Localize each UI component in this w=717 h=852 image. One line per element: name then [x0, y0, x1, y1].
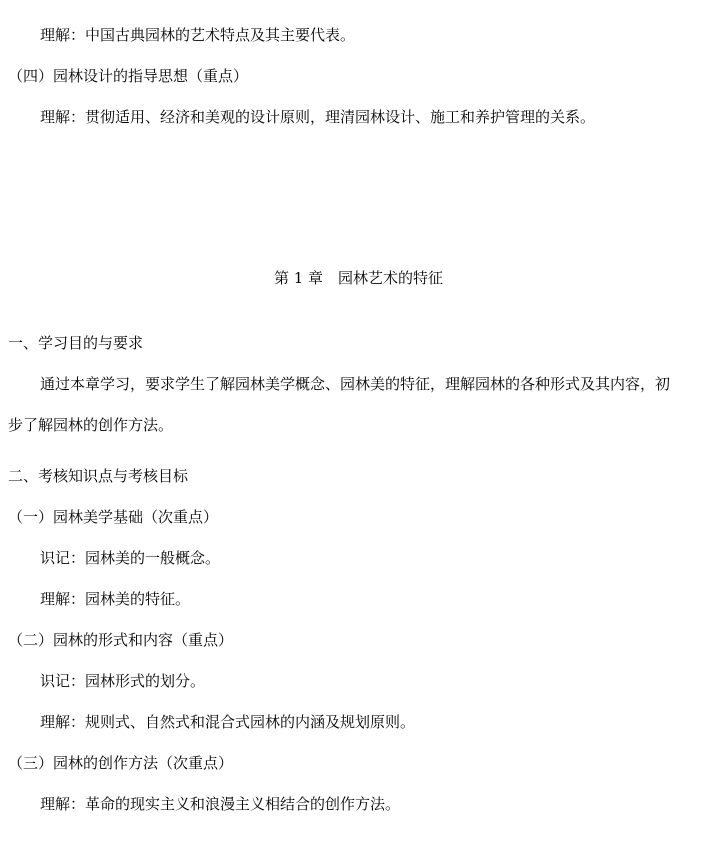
- understanding-item-beauty-features: 理解：园林美的特征。: [40, 590, 191, 608]
- paragraph-learning-goals-line-2: 步了解园林的创作方法。: [8, 416, 174, 434]
- understanding-item-classical-garden: 理解：中国古典园林的艺术特点及其主要代表。: [40, 26, 356, 44]
- section-heading-1-aesthetics: （一）园林美学基础（次重点）: [8, 508, 219, 526]
- paragraph-learning-goals-line-1: 通过本章学习，要求学生了解园林美学概念、园林美的特征，理解园林的各种形式及其内容，初: [40, 375, 671, 393]
- heading-assessment-points: 二、考核知识点与考核目标: [8, 467, 189, 485]
- chapter-title: 第 1 章 园林艺术的特征: [273, 269, 444, 287]
- memorize-item-form-division: 识记：园林形式的划分。: [40, 672, 206, 690]
- section-heading-4-design-guideline: （四）园林设计的指导思想（重点）: [8, 67, 249, 85]
- understanding-item-garden-styles: 理解：规则式、自然式和混合式园林的内涵及规划原则。: [40, 713, 416, 731]
- understanding-item-design-principles: 理解：贯彻适用、经济和美观的设计原则，理清园林设计、施工和养护管理的关系。: [40, 108, 596, 126]
- understanding-item-creation-method: 理解：革命的现实主义和浪漫主义相结合的创作方法。: [40, 795, 401, 813]
- memorize-item-beauty-concept: 识记：园林美的一般概念。: [40, 549, 221, 567]
- section-heading-3-creation-method: （三）园林的创作方法（次重点）: [8, 754, 234, 772]
- heading-learning-goals: 一、学习目的与要求: [8, 334, 144, 352]
- section-heading-2-form-content: （二）园林的形式和内容（重点）: [8, 631, 234, 649]
